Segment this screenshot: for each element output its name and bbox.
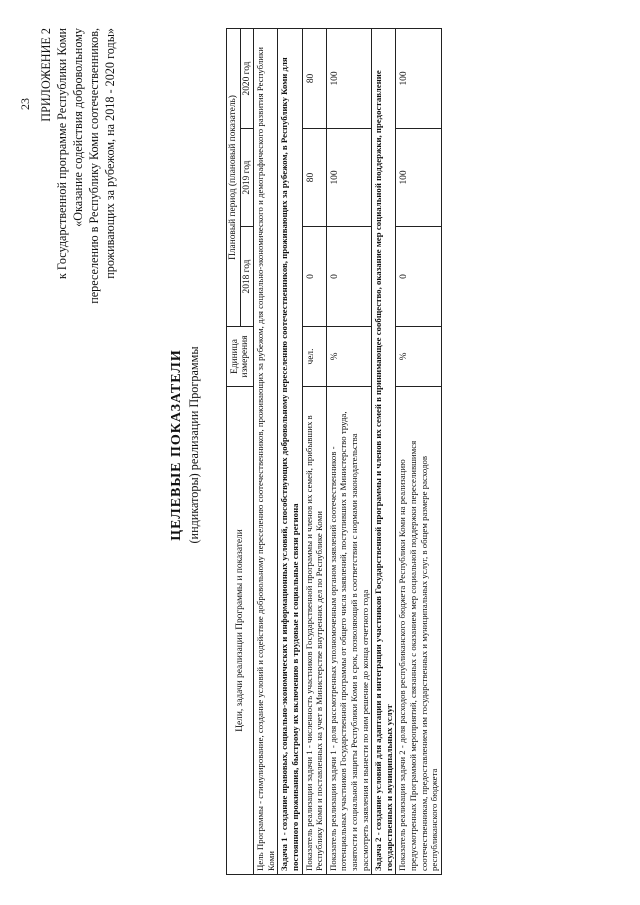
task-2-text: Задача 2 - создание условий для адаптации и интеграции участников Государственной программы и членов их семей в принимающее сообщество, оказание мер социальной поддержки, предоставление государственных и муниципальных услуг [372,28,396,874]
header-goals: Цели, задачи реализации Программы и показатели [227,387,254,875]
indicator-3-unit: % [396,327,441,387]
indicator-2-unit: % [326,327,371,387]
indicator-3-2018: 0 [396,227,441,327]
indicators-table [226,28,442,875]
appendix-line: к Государственной программе Республики Коми [55,28,69,280]
header-row [227,28,241,874]
indicator-3-2019: 100 [396,129,441,227]
task-row [278,28,302,874]
document-subtitle: (индикаторы) реализации Программы [187,346,201,544]
header-2019: 2019 год [240,129,254,227]
task-1-text: Задача 1 - создание правовых, социально-экономических и информационных условий, способствующих добровольному переселению соотечественников, проживающих за рубежом, в Республику Коми для постоянного проживания, быстрому их включению в трудовые и социальные связи региона [278,28,302,874]
indicator-2-text: Показатель реализации задачи 1 - доля рассмотренных уполномоченным органом заявлений соотечественников - потенциальных участников Государственной программы от общего числа заявлений, поступивших в Министерство труда, занятости и социальной защиты Республики Коми в срок, позволяющий в соответствии с нормами законодательства рассмотреть заявления и вынести по ним решение до конца отчетного года [326,387,371,875]
header-planned-period: Плановый период (плановый показатель) [227,28,241,326]
appendix-line: проживающих за рубежом, на 2018 - 2020 годы» [103,28,117,279]
page-number: 23 [18,98,32,110]
indicator-1-2020: 80 [302,28,326,128]
indicator-1-unit: чел. [302,327,326,387]
appendix-line: ПРИЛОЖЕНИЕ 2 [39,28,53,122]
goal-row [254,28,278,874]
indicator-1-2018: 0 [302,227,326,327]
title-block [168,220,202,670]
indicator-1-2019: 80 [302,129,326,227]
appendix-line: переселению в Республику Коми соотечественников, [87,28,101,304]
header-unit: Единица измерения [227,327,254,387]
indicator-row [326,28,371,874]
document-title: ЦЕЛЕВЫЕ ПОКАЗАТЕЛИ [169,349,184,541]
indicator-3-text: Показатель реализации задачи 2 - доля расходов республиканского бюджета Республики Коми на реализацию предусмотренных Программой мероприятий, связанных с оказанием мер социальной поддержки переселившимся соотечественникам, предоставлением им государственных и муниципальных услуг, в общем размере расходов республиканского бюджета [396,387,441,875]
appendix-line: «Оказание содействия добровольному [71,28,85,227]
indicator-1-text: Показатель реализации задачи 1 - численность участников Государственной программы и членов их семей, прибывших в Республику Коми и поставленных на учет в Министерстве внутренних дел по Республике Коми [302,387,326,875]
indicator-2-2019: 100 [326,129,371,227]
header-2020: 2020 год [240,28,254,128]
indicator-2-2018: 0 [326,227,371,327]
goal-text: Цель Программы - стимулирование, создание условий и содействие добровольному переселению соотечественников, проживающих за рубежом, для социально-экономического и демографического развития Республики Коми [254,28,278,874]
indicator-row [396,28,441,874]
indicator-3-2020: 100 [396,28,441,128]
indicator-row [302,28,326,874]
task-row [372,28,396,874]
header-2018: 2018 год [240,227,254,327]
indicator-2-2020: 100 [326,28,371,128]
appendix-header [38,28,118,448]
